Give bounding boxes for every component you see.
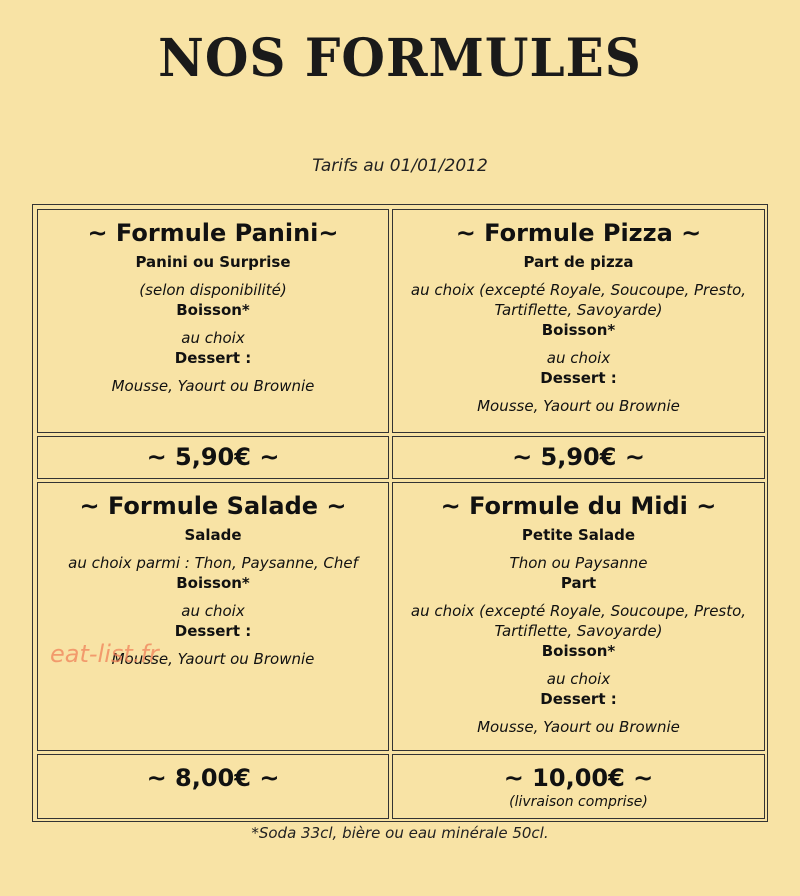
- formule-midi-item: Petite Salade: [521, 526, 636, 544]
- formule-pizza-item: Part de pizza: [523, 253, 634, 271]
- tarifs-date: Tarifs au 01/01/2012: [312, 156, 488, 176]
- formule-salade-cell: [37, 482, 389, 751]
- formule-midi-price-note: (livraison comprise): [509, 794, 648, 810]
- formule-panini-cell: [37, 209, 389, 433]
- formule-midi-item-note: Thon ou Paysanne: [509, 554, 648, 572]
- formule-panini-item-note: (selon disponibilité): [139, 281, 287, 299]
- formule-midi-dessert: Dessert :: [540, 690, 617, 708]
- page-title: NOS FORMULES: [158, 26, 642, 89]
- formule-midi-boisson: Boisson*: [541, 642, 616, 660]
- formule-salade-boisson: Boisson*: [176, 574, 250, 592]
- formule-salade-dessert-note: Mousse, Yaourt ou Brownie: [111, 650, 315, 668]
- formule-panini-price: ~ 5,90€ ~: [146, 443, 280, 471]
- formule-pizza-item-note-2: Tartiflette, Savoyarde): [494, 301, 663, 319]
- formule-panini-item: Panini ou Surprise: [135, 253, 291, 271]
- formule-pizza-price: ~ 5,90€ ~: [512, 443, 645, 471]
- formule-midi-title: ~ Formule du Midi ~: [440, 492, 717, 520]
- formule-salade-dessert: Dessert :: [174, 622, 252, 640]
- footnote: *Soda 33cl, bière ou eau minérale 50cl.: [251, 824, 549, 842]
- formule-midi-item2-note-2: Tartiflette, Savoyarde): [494, 622, 663, 640]
- formule-pizza-dessert: Dessert :: [540, 369, 617, 387]
- formule-panini-price-cell: [37, 436, 389, 479]
- formule-salade-item-note: au choix parmi : Thon, Paysanne, Chef: [68, 554, 358, 572]
- formule-salade-title: ~ Formule Salade ~: [79, 492, 347, 520]
- formule-pizza-cell: [392, 209, 765, 433]
- formule-midi-price-cell: [392, 754, 765, 819]
- formule-pizza-boisson: Boisson*: [541, 321, 616, 339]
- formule-pizza-boisson-note: au choix: [546, 349, 611, 367]
- formule-salade-boisson-note: au choix: [181, 602, 245, 620]
- menu-table: [32, 204, 768, 822]
- formule-pizza-dessert-note: Mousse, Yaourt ou Brownie: [477, 397, 680, 415]
- formule-pizza-price-cell: [392, 436, 765, 479]
- formule-panini-boisson: Boisson*: [176, 301, 250, 319]
- formule-salade-price-cell: [37, 754, 389, 819]
- formule-pizza-item-note-1: au choix (excepté Royale, Soucoupe, Presto,: [410, 281, 747, 299]
- formule-panini-title: ~ Formule Panini~: [87, 219, 339, 247]
- formule-salade-item: Salade: [184, 526, 242, 544]
- formule-midi-dessert-note: Mousse, Yaourt ou Brownie: [477, 718, 680, 736]
- formule-salade-price: ~ 8,00€ ~: [146, 764, 280, 792]
- formule-midi-item2: Part: [560, 574, 597, 592]
- watermark: eat-list.fr: [50, 640, 159, 668]
- formule-pizza-title: ~ Formule Pizza ~: [455, 219, 702, 247]
- formule-panini-dessert-note: Mousse, Yaourt ou Brownie: [111, 377, 315, 395]
- formule-midi-cell: [392, 482, 765, 751]
- formule-midi-price: ~ 10,00€ ~: [503, 764, 654, 792]
- formule-panini-boisson-note: au choix: [181, 329, 245, 347]
- formule-panini-dessert: Dessert :: [174, 349, 252, 367]
- formule-midi-boisson-note: au choix: [546, 670, 611, 688]
- formule-midi-item2-note-1: au choix (excepté Royale, Soucoupe, Presto,: [410, 602, 747, 620]
